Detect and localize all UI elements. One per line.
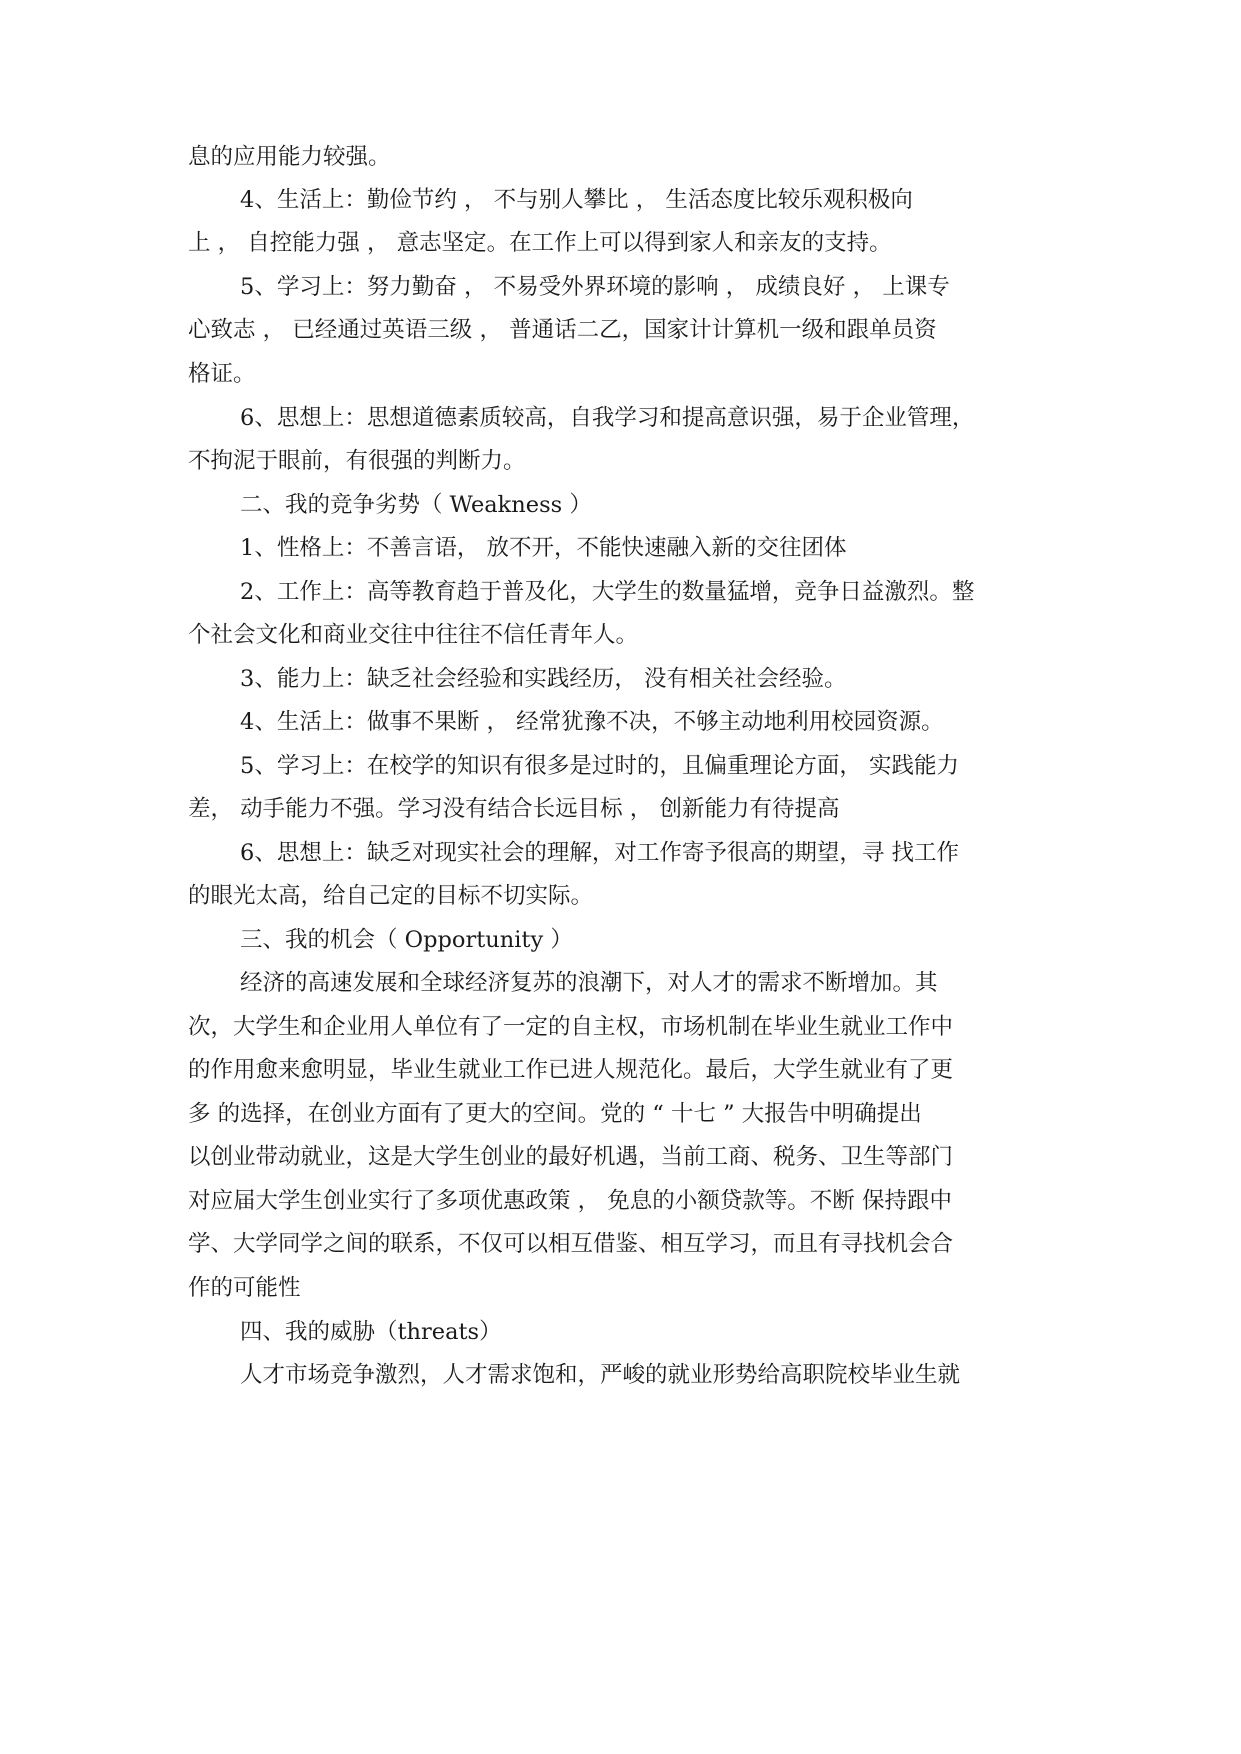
text-line: 以创业带动就业，这是大学生创业的最好机遇，当前工商、税务、卫生等部门 bbox=[188, 1144, 954, 1170]
section-heading-opportunity: 三、我的机会（ Opportunity ） bbox=[240, 927, 573, 953]
text-line: 格证。 bbox=[188, 361, 256, 387]
text-line: 多 的选择，在创业方面有了更大的空间。党的 “ 十七 ” 大报告中明确提出 bbox=[188, 1101, 922, 1127]
text-line: 差， 动手能力不强。学习没有结合长远目标 ， 创新能力有待提高 bbox=[188, 796, 840, 822]
text-line: 6、思想上：思想道德素质较高，自我学习和提高意识强，易于企业管理， bbox=[240, 405, 975, 431]
text-line: 心致志 ， 已经通过英语三级 ， 普通话二乙，国家计计算机一级和跟单员资 bbox=[188, 317, 937, 343]
text-line: 个社会文化和商业交往中往往不信任青年人。 bbox=[188, 622, 639, 648]
text-line: 5、学习上：在校学的知识有很多是过时的，且偏重理论方面， 实践能力 bbox=[240, 753, 959, 779]
text-line: 上 ， 自控能力强 ， 意志坚定。在工作上可以得到家人和亲友的支持。 bbox=[188, 230, 892, 256]
text-line: 3、能力上：缺乏社会经验和实践经历， 没有相关社会经验。 bbox=[240, 666, 847, 692]
text-line: 2、工作上：高等教育趋于普及化，大学生的数量猛增，竞争日益激烈。整 bbox=[240, 579, 975, 605]
text-line: 作的可能性 bbox=[188, 1275, 301, 1301]
text-line: 的作用愈来愈明显，毕业生就业工作已进人规范化。最后，大学生就业有了更 bbox=[188, 1057, 954, 1083]
text-line: 人才市场竞争激烈，人才需求饱和，严峻的就业形势给高职院校毕业生就 bbox=[240, 1362, 961, 1388]
text-line: 的眼光太高，给自己定的目标不切实际。 bbox=[188, 883, 594, 909]
text-line: 对应届大学生创业实行了多项优惠政策 ， 免息的小额贷款等。不断 保持跟中 bbox=[188, 1188, 952, 1214]
text-line: 1、性格上：不善言语， 放不开，不能快速融入新的交往团体 bbox=[240, 535, 847, 561]
text-line: 6、思想上：缺乏对现实社会的理解，对工作寄予很高的期望，寻 找工作 bbox=[240, 840, 959, 866]
section-heading-threats: 四、我的威胁（threats） bbox=[240, 1319, 502, 1345]
text-line: 4、生活上：勤俭节约 ， 不与别人攀比 ， 生活态度比较乐观积极向 bbox=[240, 187, 913, 213]
section-heading-weakness: 二、我的竞争劣势（ Weakness ） bbox=[240, 492, 592, 518]
text-line: 学、大学同学之间的联系，不仅可以相互借鉴、相互学习，而且有寻找机会合 bbox=[188, 1231, 954, 1257]
text-line: 5、学习上：努力勤奋 ， 不易受外界环境的影响 ， 成绩良好 ， 上课专 bbox=[240, 274, 950, 300]
text-line: 不拘泥于眼前，有很强的判断力。 bbox=[188, 448, 526, 474]
text-line: 4、生活上：做事不果断 ， 经常犹豫不决，不够主动地利用校园资源。 bbox=[240, 709, 944, 735]
text-line: 经济的高速发展和全球经济复苏的浪潮下，对人才的需求不断增加。其 bbox=[240, 970, 938, 996]
text-line: 息的应用能力较强。 bbox=[188, 144, 391, 170]
text-line: 次，大学生和企业用人单位有了一定的自主权，市场机制在毕业生就业工作中 bbox=[188, 1014, 954, 1040]
